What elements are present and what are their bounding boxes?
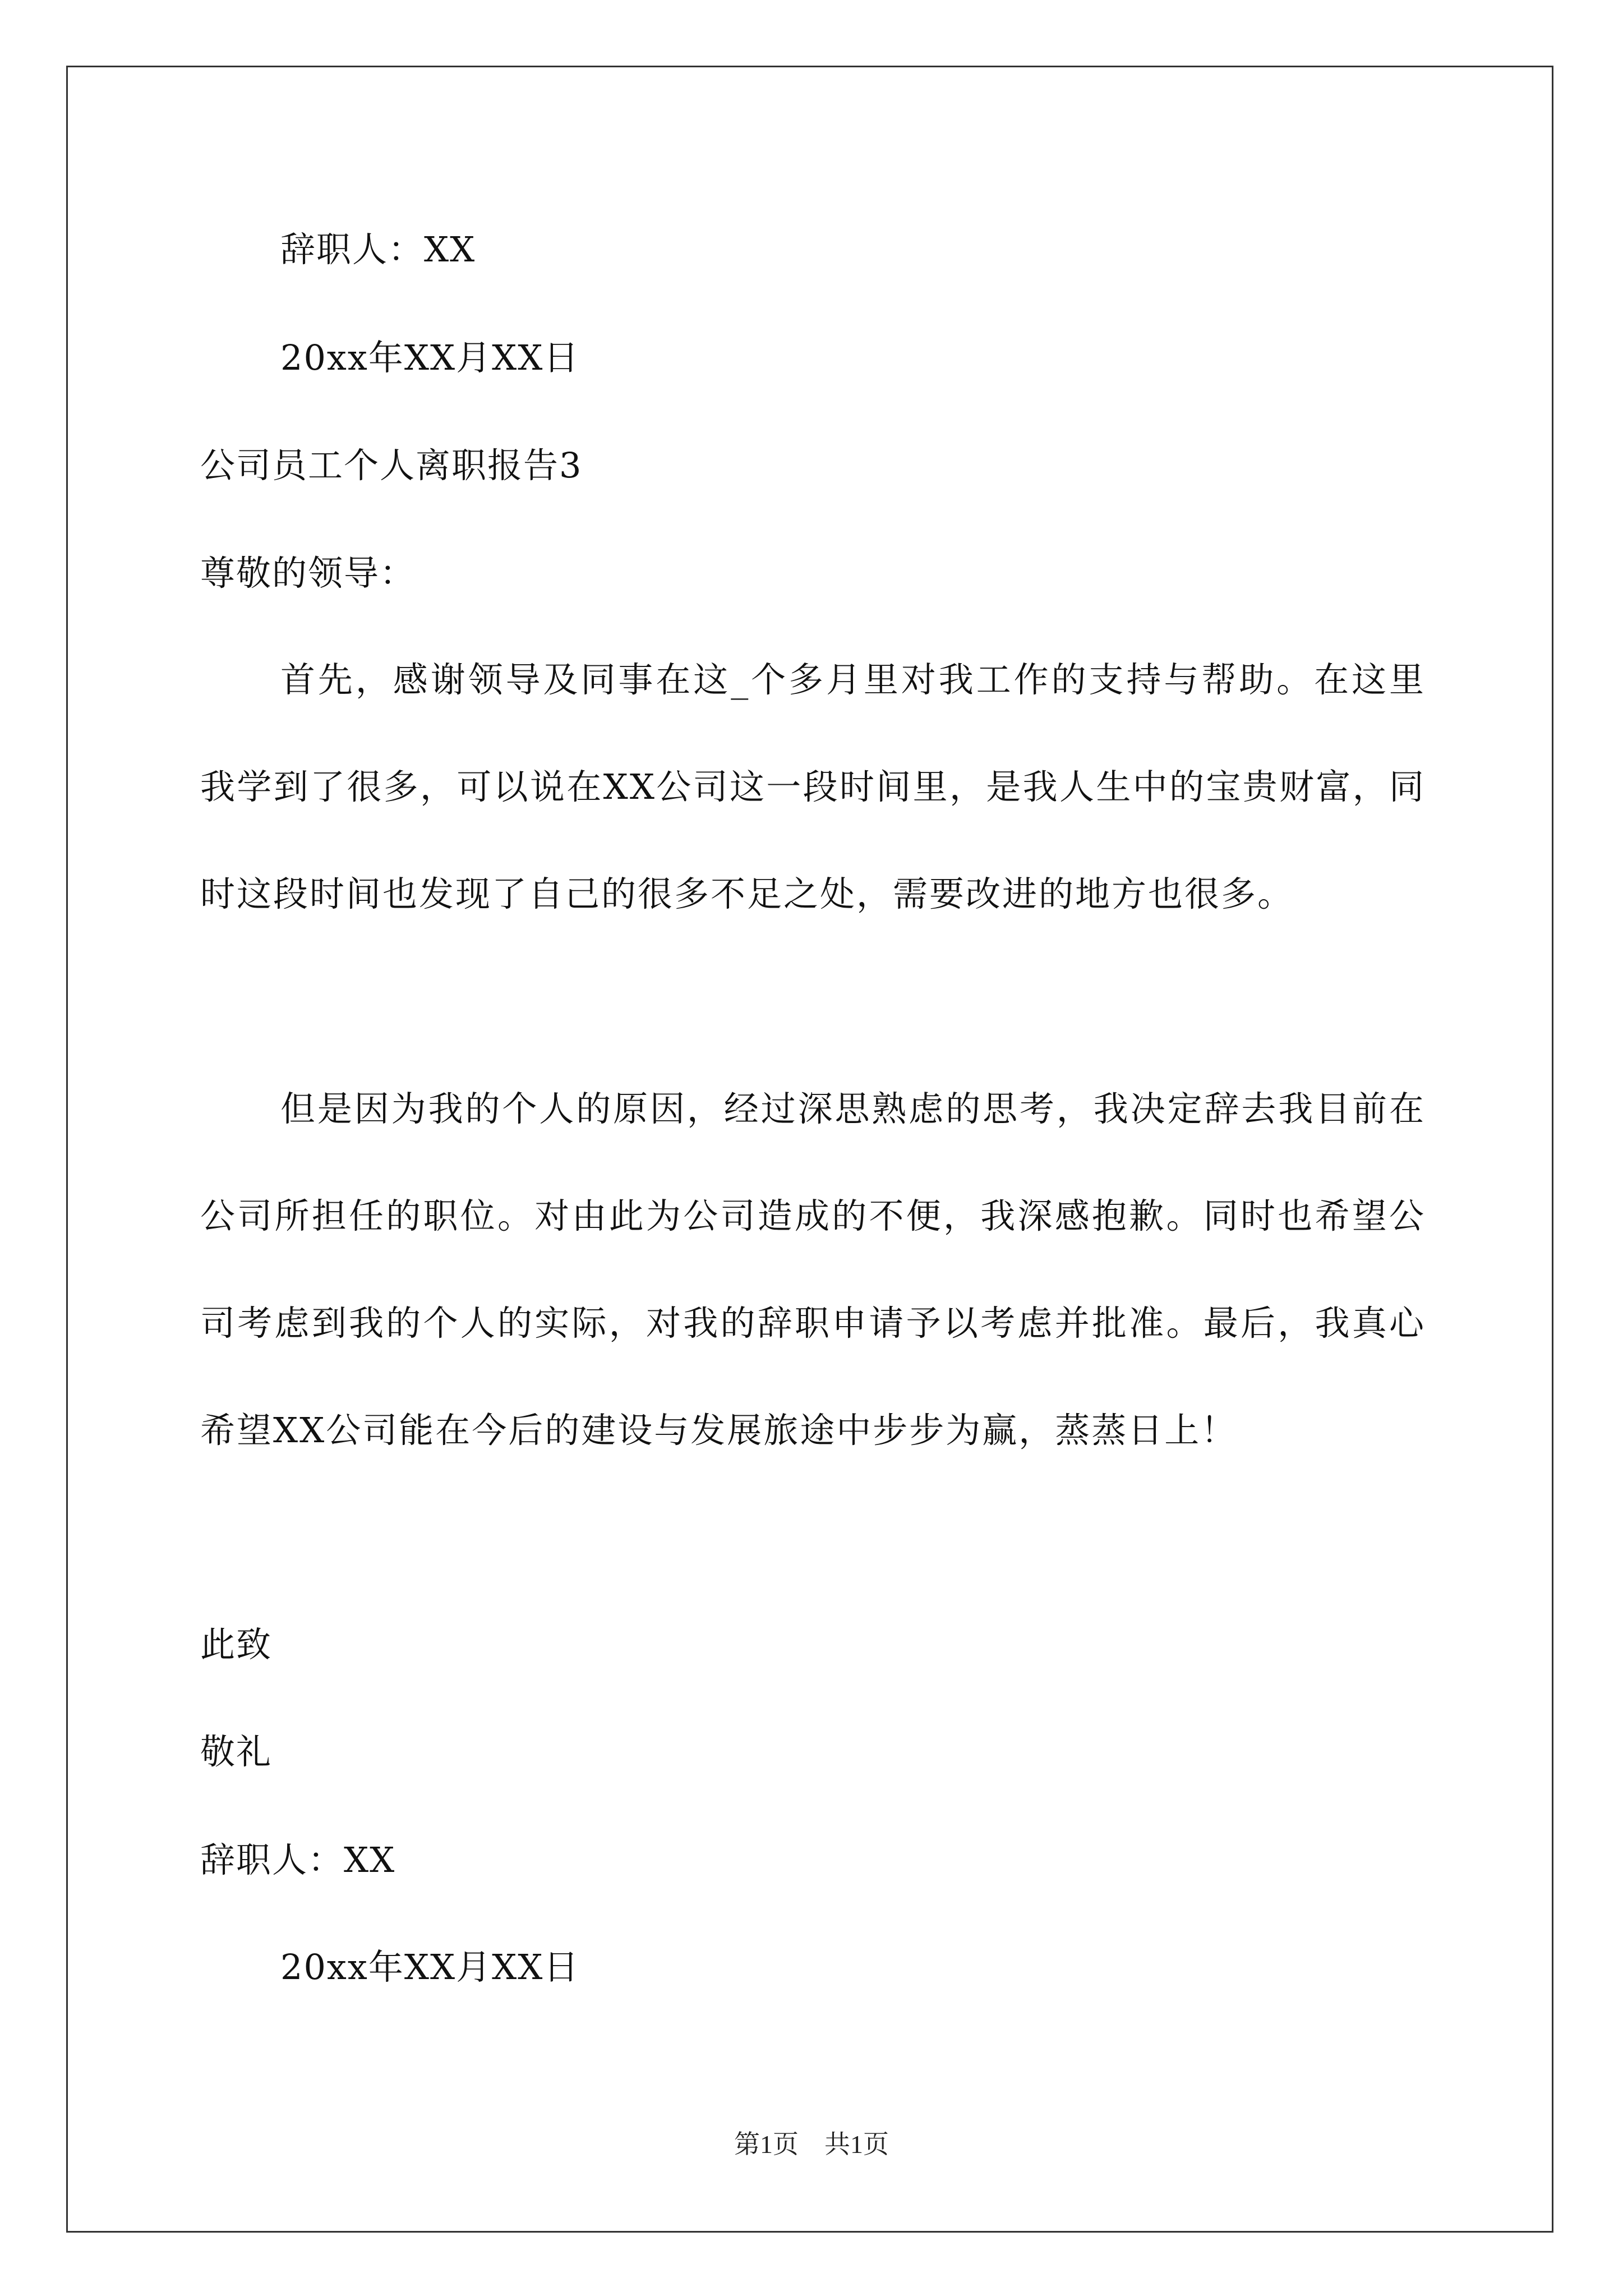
salutation-ci-zhi: 此致	[200, 1624, 273, 1665]
date-line-top: 20xx年XX月XX日	[280, 337, 580, 378]
report-title: 公司员工个人离职报告3	[200, 445, 583, 486]
greeting: 尊敬的领导：	[200, 553, 416, 593]
date-line: 20xx年XX月XX日	[280, 1947, 580, 1987]
signer-line: 辞职人：XX	[200, 1839, 396, 1880]
signer-line-top: 辞职人：XX	[280, 229, 476, 270]
paragraph-2: 但是因为我的个人的原因，经过深思熟虑的思考，我决定辞去我目前在公司所担任的职位。对由此为公司造成的不便，我深感抱歉。同时也希望公司考虑到我的个人的实际，对我的辞职申请予以考虑并批准。最后，我真心希望XX公司能在今后的建设与发展旅途中步步为赢，蒸蒸日上！	[200, 1088, 1426, 1451]
page-footer: 第1页 共1页	[734, 2130, 889, 2159]
paragraph-1: 首先，感谢领导及同事在这_个多月里对我工作的支持与帮助。在这里我学到了很多，可以说在XX公司这一段时间里，是我人生中的宝贵财富，同时这段时间也发现了自己的很多不足之处，需要改进的地方也很多。	[200, 659, 1426, 914]
salutation-jing-li: 敬礼	[200, 1731, 273, 1772]
